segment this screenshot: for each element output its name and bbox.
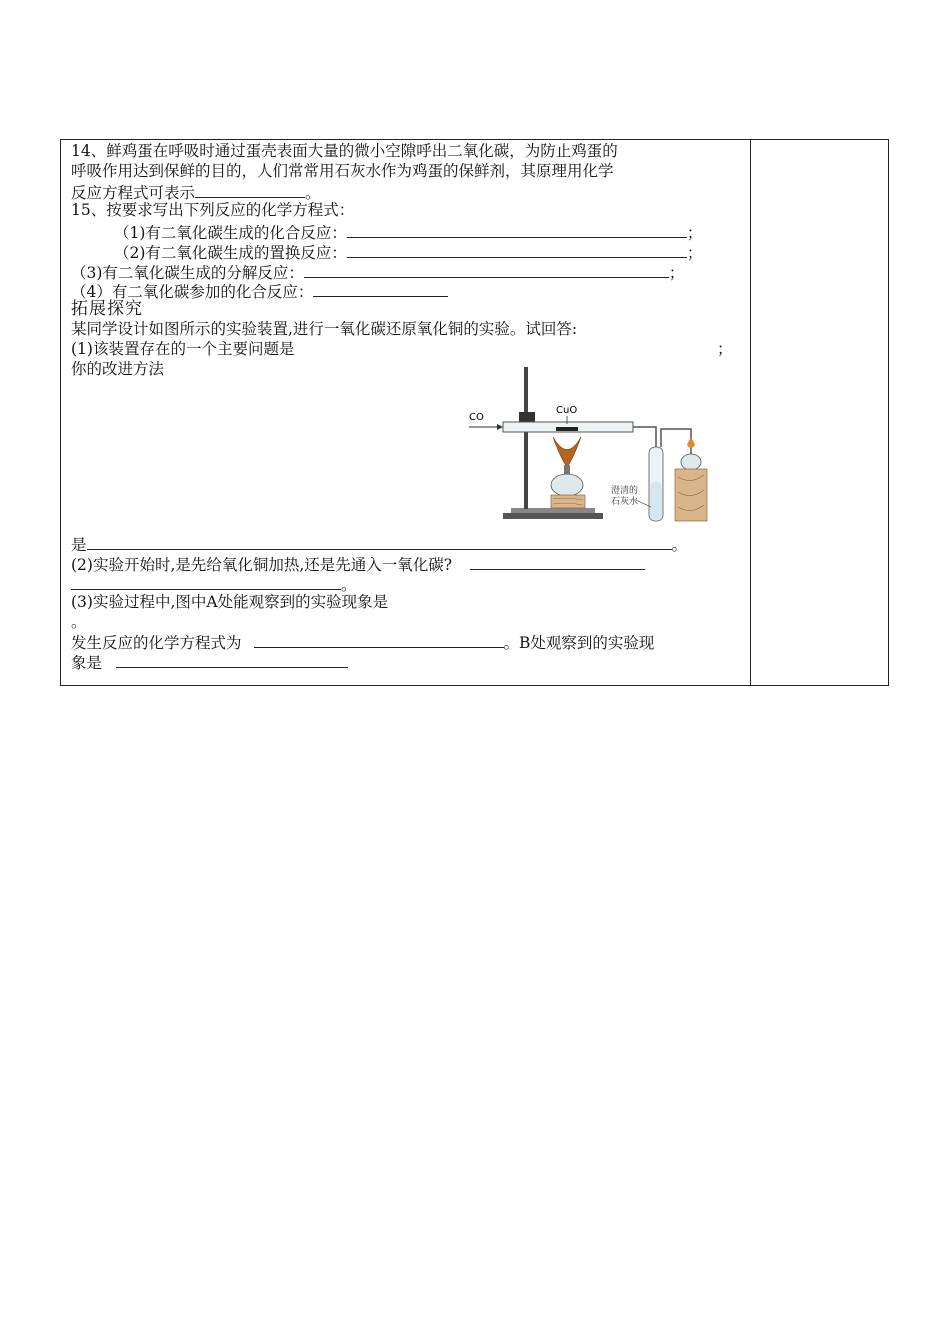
- exhaust-tube-shape: [661, 429, 691, 457]
- q15-item-4-label: （4）有二氧化碳参加的化合反应：: [71, 283, 314, 301]
- extension-p5-prefix: 象是: [71, 654, 103, 672]
- extension-p2: [71, 554, 645, 576]
- extension-p2-end: 。: [341, 576, 357, 594]
- q14-line-3-suffix: 。: [305, 184, 321, 202]
- apparatus-figure: [461, 367, 711, 527]
- extension-p1: [71, 340, 731, 360]
- extension-p1-end: ；: [717, 340, 733, 358]
- label-limewater-2: 石灰水: [611, 497, 639, 507]
- q15-item-3-end: ；: [668, 264, 685, 282]
- q15-item-2: [114, 242, 702, 264]
- extension-p3-end: 。: [71, 613, 87, 631]
- question-table: [60, 139, 889, 686]
- apparatus-diagram: [461, 367, 711, 527]
- q15-item-1-label: （1)有二氧化碳生成的化合反应：: [114, 224, 347, 242]
- q14-line-3-prefix: 反应方程式可表示: [71, 184, 196, 202]
- stand-base-shape: [503, 513, 603, 519]
- q15-item-2-blank[interactable]: [347, 242, 687, 258]
- q15-item-2-end: ；: [686, 244, 703, 262]
- improvement-blank[interactable]: [87, 534, 672, 550]
- extension-p2-text: (2)实验开始时,是先给氧化铜加热,还是先通入一氧化碳?: [71, 556, 453, 574]
- p2-answer-blank-continued[interactable]: [71, 574, 341, 590]
- extension-p1c: [71, 534, 687, 556]
- label-cuo: CuO: [556, 405, 578, 416]
- q15-item-1-blank[interactable]: [347, 222, 687, 238]
- extension-heading: 拓展探究: [71, 299, 143, 319]
- extension-p4-mid: 。B处观察到的实验现: [503, 634, 655, 652]
- equation-blank[interactable]: [254, 632, 504, 648]
- label-co: CO: [469, 412, 484, 423]
- q15-item-1: [114, 222, 702, 244]
- q15-item-3-blank[interactable]: [304, 262, 669, 278]
- q14-line-1: 14、鲜鸡蛋在呼吸时通过蛋壳表面大量的微小空隙呼出二氧化碳，为防止鸡蛋的: [71, 142, 618, 160]
- extension-p1c-prefix: 是: [71, 536, 87, 554]
- extension-intro: 某同学设计如图所示的实验装置,进行一氧化碳还原氧化铜的实验。试回答:: [71, 320, 578, 338]
- co-arrow-head: [497, 424, 503, 430]
- wood-block-right-shape: [675, 469, 707, 521]
- q15-item-3-label: （3)有二氧化碳生成的分解反应：: [71, 264, 304, 282]
- label-limewater-1: 澄清的: [611, 486, 639, 496]
- stand-base-top-shape: [511, 508, 595, 513]
- right-burner-shape: [681, 454, 701, 470]
- burner-neck-shape: [564, 465, 570, 475]
- clamp-shape: [519, 412, 535, 422]
- extension-p5: [71, 652, 348, 674]
- b-phenomenon-blank[interactable]: [116, 652, 348, 668]
- q14-answer-blank[interactable]: [195, 182, 305, 198]
- extension-p4: [71, 632, 654, 654]
- limewater-shape: [650, 482, 662, 520]
- extension-p1-text: (1)该装置存在的一个主要问题是: [71, 340, 295, 358]
- table-column-divider: [750, 140, 751, 685]
- extension-p3: (3)实验过程中,图中A处能观察到的实验现象是: [71, 593, 389, 611]
- burner-flame-shape: [553, 437, 581, 467]
- q15-item-4-blank[interactable]: [313, 281, 448, 297]
- wood-block-left-shape: [551, 495, 585, 508]
- stand-rod-shape: [524, 367, 528, 509]
- p2-answer-blank[interactable]: [470, 554, 645, 570]
- extension-p4-prefix: 发生反应的化学方程式为: [71, 634, 242, 652]
- extension-p1c-end: 。: [671, 536, 688, 554]
- q15-item-2-label: （2)有二氧化碳生成的置换反应：: [114, 244, 347, 262]
- q15-title: 15、按要求写出下列反应的化学方程式：: [71, 201, 355, 219]
- q14-line-2: 呼吸作用达到保鲜的目的，人们常常用石灰水作为鸡蛋的保鲜剂，其原理用化学: [71, 162, 614, 180]
- cuo-powder-shape: [556, 427, 578, 431]
- right-flame-shape: [687, 439, 695, 448]
- q15-item-1-end: ；: [686, 224, 703, 242]
- extension-p1b: 你的改进方法: [71, 360, 165, 378]
- burner-body-shape: [551, 474, 583, 496]
